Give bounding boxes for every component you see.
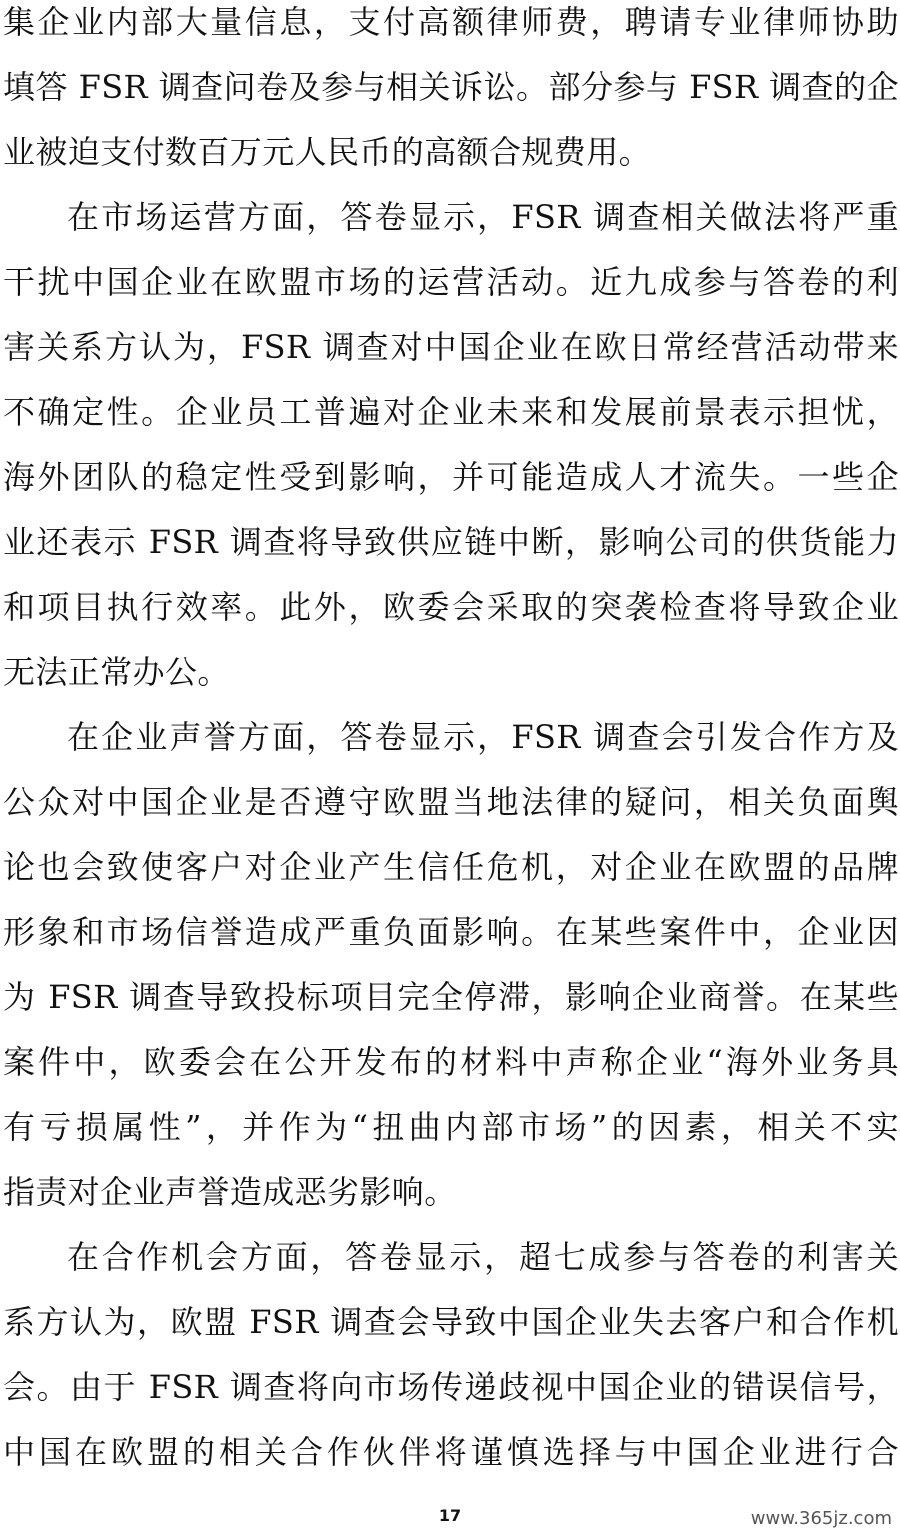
text-line: 在企业声誉方面，答卷显示，FSR 调查会引发合作方及 xyxy=(67,718,899,756)
text-line: 在合作机会方面，答卷显示，超七成参与答卷的利害关 xyxy=(67,1238,899,1276)
text-line: 指责对企业声誉造成恶劣影响。 xyxy=(3,1173,457,1211)
text-line: 无法正常办公。 xyxy=(3,653,230,691)
paragraph-market-operations xyxy=(3,185,899,705)
site-watermark: www.365jz.com xyxy=(750,1508,892,1529)
text-line: 集企业内部大量信息，支付高额律师费，聘请专业律师协助 xyxy=(3,3,899,41)
text-line: 海外团队的稳定性受到影响，并可能造成人才流失。一些企 xyxy=(3,458,899,496)
text-line: 案件中，欧委会在公开发布的材料中声称企业“海外业务具 xyxy=(3,1043,899,1081)
text-line: 不确定性。企业员工普遍对企业未来和发展前景表示担忧， xyxy=(3,393,899,431)
document-body xyxy=(3,0,899,1485)
text-line: 会。由于 FSR 调查将向市场传递歧视中国企业的错误信号， xyxy=(3,1368,899,1406)
paragraph-cooperation-opportunities xyxy=(3,1225,899,1485)
text-line: 干扰中国企业在欧盟市场的运营活动。近九成参与答卷的利 xyxy=(3,263,899,301)
text-line: 形象和市场信誉造成严重负面影响。在某些案件中，企业因 xyxy=(3,913,899,951)
paragraph-corporate-reputation xyxy=(3,705,899,1225)
text-line: 业被迫支付数百万元人民币的高额合规费用。 xyxy=(3,133,652,171)
text-line: 公众对中国企业是否遵守欧盟当地法律的疑问，相关负面舆 xyxy=(3,783,899,821)
text-line: 和项目执行效率。此外，欧委会采取的突袭检查将导致企业 xyxy=(3,588,899,626)
text-line: 系方认为，欧盟 FSR 调查会导致中国企业失去客户和合作机 xyxy=(3,1303,899,1341)
text-line: 中国在欧盟的相关合作伙伴将谨慎选择与中国企业进行合 xyxy=(3,1433,899,1471)
text-line: 害关系方认为，FSR 调查对中国企业在欧日常经营活动带来 xyxy=(3,328,899,366)
page-number: 17 xyxy=(438,1506,462,1525)
text-line: 在市场运营方面，答卷显示，FSR 调查相关做法将严重 xyxy=(67,198,899,236)
text-line: 业还表示 FSR 调查将导致供应链中断，影响公司的供货能力 xyxy=(3,523,899,561)
text-line: 为 FSR 调查导致投标项目完全停滞，影响企业商誉。在某些 xyxy=(3,978,899,1016)
text-line: 有亏损属性”，并作为“扭曲内部市场”的因素，相关不实 xyxy=(3,1108,899,1146)
text-line: 填答 FSR 调查问卷及参与相关诉讼。部分参与 FSR 调查的企 xyxy=(3,68,899,106)
paragraph-compliance-costs xyxy=(3,0,899,185)
text-line: 论也会致使客户对企业产生信任危机，对企业在欧盟的品牌 xyxy=(3,848,899,886)
